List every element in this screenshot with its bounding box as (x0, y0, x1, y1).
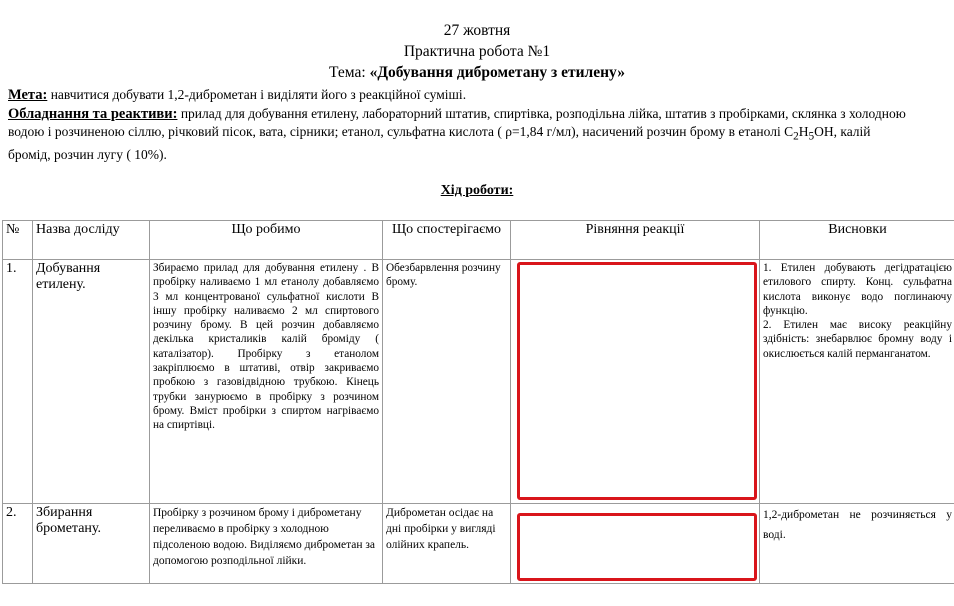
equation-answer-box-2[interactable] (517, 513, 757, 581)
equipment-text: прилад для добування етилену, лабораторний штатив, спиртівка, розподільна лійка, штатив з пробірками, склянка з холодною водою і розчиненою сіллю, річковий пісок, вата, сірники; етанол, сульфатна кислота ( ρ=1,84 г/мл), насичений розчин брому в етанолі (8, 105, 906, 139)
goal-text: навчитися добувати 1,2-диброметан і виділяти його з реакційної суміші. (47, 87, 467, 102)
table-row (3, 504, 954, 584)
row-2-num: 2. (3, 504, 33, 584)
row-1-name: Добування етилену. (33, 260, 150, 504)
row-1-equation[interactable] (511, 260, 760, 504)
date: 27 жовтня (443, 22, 511, 39)
formula-oh: OH (814, 124, 834, 139)
formula-h: H (798, 124, 809, 139)
formula-sub-5: 5 (808, 130, 815, 143)
row-1-what: Збираємо прилад для добування етилену . В пробірку наливаємо 1 мл етанолу добавляємо 3 мл концентрованої сульфатної кислоти В іншу пробірку наливаємо 2 мл спиртового розчину брому. В цей розчин добавляємо декілька кристаликів калій броміду ( каталізатор). Пробірку з етанолом закріплюємо в штативі, отвір закриваємо пробкою з газовідвідною трубкою. Кінець трубки занурюємо в пробірку з розчином брому. Вміст пробірки з спиртом нагріваємо на спиртівці. (150, 260, 383, 504)
conclusion-1-item-1: 1. Етилен добувають дегідратацією етилового спирту. Конц. сульфатна кислота виконує водо поглинаючу функцію. (763, 262, 952, 317)
header-conclusion: Висновки (760, 221, 954, 260)
row-2-what: Пробірку з розчином брому і диброметану переливаємо в пробірку з холодною підсоленою водою. Виділяємо диброметан за допомогою розподільної лійки. (150, 504, 383, 584)
row-1-observe: Обезбарвлення розчину брому. (383, 260, 511, 504)
goal-line (8, 86, 908, 105)
table-row (3, 260, 954, 504)
row-1-num: 1. (3, 260, 33, 504)
header-equation: Рівняння реакції (511, 221, 760, 260)
equipment-text-end: , калій бромід, розчин лугу ( 10%). (8, 124, 871, 163)
document-header (0, 0, 954, 83)
topic-line (0, 62, 954, 83)
equipment-line (8, 105, 908, 164)
equation-answer-box-1[interactable] (517, 262, 757, 500)
row-2-conclusion: 1,2-диброметан не розчиняється у воді. (760, 504, 954, 584)
header-name: Назва досліду (33, 221, 150, 260)
header-observe: Що спостерігаємо (383, 221, 511, 260)
formula-c: C (784, 124, 794, 139)
formula-sub-2: 2 (793, 130, 799, 143)
row-2-observe: Диброметан осідає на дні пробірки у вигляді олійних крапель. (383, 504, 511, 584)
topic-prefix: Тема: (329, 64, 370, 81)
row-2-equation[interactable] (511, 504, 760, 584)
work-title: Практична робота №1 (403, 43, 551, 60)
section-title: Хід роботи: (440, 182, 514, 198)
row-2-name: Збирання брометану. (33, 504, 150, 584)
conclusion-1-item-2: 2. Етилен має високу реакційну здібність: знебарвлює бромну воду і окислюється калій перманганатом. (763, 319, 952, 360)
header-what: Що робимо (150, 221, 383, 260)
table-header-row (3, 221, 954, 260)
equipment-label: Обладнання та реактиви: (8, 105, 178, 122)
procedure-table (2, 220, 954, 584)
topic-title: «Добування диброметану з етилену» (369, 64, 625, 81)
goal-label: Мета: (8, 87, 48, 103)
intro-block (8, 86, 908, 164)
header-num: № (3, 221, 33, 260)
row-1-conclusion (760, 260, 954, 504)
